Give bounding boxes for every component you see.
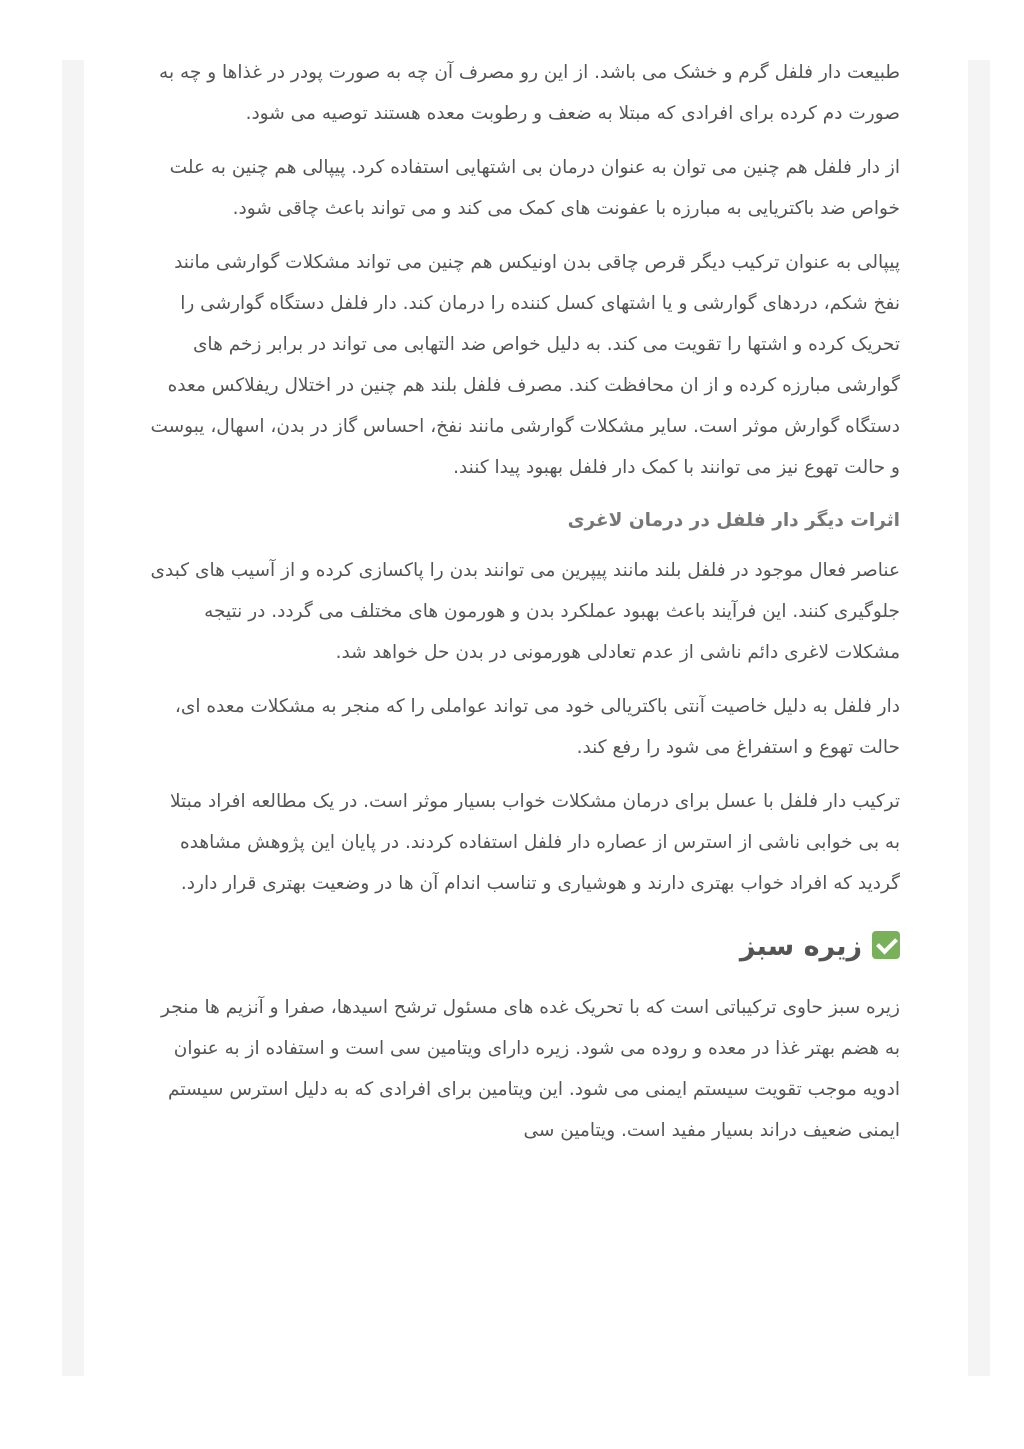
paragraph-pepper-appetite: از دار فلفل هم چنین می توان به عنوان درمان بی اشتهایی استفاده کرد. پیپالی هم چنین به علت خواص ضد باکتریایی به مبارزه با عفونت های کمک می کند و می تواند باعث چاقی شود. <box>169 157 900 219</box>
left-page-gutter <box>62 60 84 1376</box>
article-body <box>150 52 900 1164</box>
paragraph-pippali-digestion: پیپالی به عنوان ترکیب دیگر قرص چاقی بدن اونیکس هم چنین می تواند مشکلات گوارشی مانند نفخ شکم، دردهای گوارشی و یا اشتهای کسل کننده را درمان کند. دار فلفل دستگاه گوارشی را تحریک کرده و اشتها را تقویت می کند. به دلیل خواص ضد التهابی می تواند در برابر زخم های گوارشی مبارزه کرده و از ان محافظت کند. مصرف فلفل بلند هم چنین در اختلال ریفلاکس معده دستگاه گوارش موثر است. سایر مشکلات گوارشی مانند نفخ، احساس گاز در بدن، اسهال، یبوست و حالت تهوع نیز می توانند با کمک دار فلفل بهبود پیدا کنند. <box>150 252 900 478</box>
paragraph-honey-sleep: ترکیب دار فلفل با عسل برای درمان مشکلات خواب بسیار موثر است. در یک مطالعه افراد مبتلا به بی خوابی ناشی از استرس از عصاره دار فلفل استفاده کردند. در پایان این پژوهش مشاهده گردید که افراد خواب بهتری دارند و هوشیاری و تناسب اندام آن ها در وضعیت بهتری قرار دارد. <box>170 791 900 894</box>
right-page-gutter <box>968 60 990 1376</box>
section-heading-text: زیره سبز <box>739 931 862 962</box>
paragraph-pepper-nature: طبیعت دار فلفل گرم و خشک می باشد. از این رو مصرف آن چه به صورت پودر در غذاها و چه به صورت دم کرده برای افرادی که مبتلا به ضعف و رطوبت معده هستند توصیه می شود. <box>159 62 900 124</box>
section-heading-cumin <box>150 917 900 977</box>
paragraph-piperine-detox: عناصر فعال موجود در فلفل بلند مانند پیپرین می توانند بدن را پاکسازی کرده و از آسیب های کبدی جلوگیری کنند. این فرآیند باعث بهبود عملکرد بدن و هورمون های مختلف می گردد. در نتیجه مشکلات لاغری دائم ناشی از عدم تعادلی هورمونی در بدن حل خواهد شد. <box>150 560 900 663</box>
paragraph-antibacterial: دار فلفل به دلیل خاصیت آنتی باکتریالی خود می تواند عواملی را که منجر به مشکلات معده ای، حالت تهوع و استفراغ می شود را رفع کند. <box>174 696 900 758</box>
paragraph-cumin: زیره سبز حاوی ترکیباتی است که با تحریک غده های مسئول ترشح اسیدها، صفرا و آنزیم ها منجر به هضم بهتر غذا در معده و روده می شود. زیره دارای ویتامین سی است و استفاده از به عنوان ادویه موجب تقویت سیستم ایمنی می شود. این ویتامین برای افرادی که به دلیل استرس سیستم ایمنی ضعیف دراند بسیار مفید است. ویتامین سی <box>161 997 900 1141</box>
check-mark-button-icon <box>872 931 900 959</box>
subheading-other-effects: اثرات دیگر دار فلفل در درمان لاغری <box>567 510 900 531</box>
